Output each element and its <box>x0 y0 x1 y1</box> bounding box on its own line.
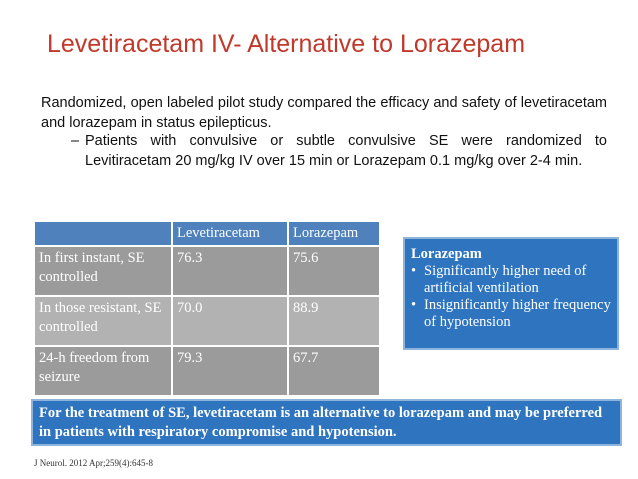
callout-item-text: Insignificantly higher frequency of hypotension <box>424 297 611 330</box>
lorazepam-callout <box>403 237 619 350</box>
list-item <box>411 297 611 331</box>
callout-heading: Lorazepam <box>411 246 482 262</box>
intro-paragraph: Randomized, open labeled pilot study compared the efficacy and safety of levetiracetam and lorazepam in status epilepticus. <box>41 95 607 131</box>
table-row <box>34 296 380 346</box>
sub-point <box>71 131 607 171</box>
table-cell: 76.3 <box>172 246 288 296</box>
table-header-cell: Lorazepam <box>288 221 380 246</box>
table-cell: 79.3 <box>172 346 288 396</box>
table-cell: 70.0 <box>172 296 288 346</box>
table-cell: 88.9 <box>288 296 380 346</box>
dash-bullet: – <box>71 133 80 149</box>
slide-title: Levetiracetam IV- Alternative to Lorazepam <box>47 30 526 58</box>
callout-item-text: Significantly higher need of artificial ventilation <box>424 263 587 296</box>
bullet-glyph: • <box>411 263 417 279</box>
table-header-row <box>34 221 380 246</box>
results-table <box>33 220 381 397</box>
sub-point-text: Patients with convulsive or subtle convulsive SE were randomized to Levitiracetam 20 mg/kg IV over 15 min or Lorazepam 0.1 mg/kg over 2-4 min. <box>85 133 607 169</box>
table-row <box>34 246 380 296</box>
conclusion-box: For the treatment of SE, levetiracetam is an alternative to lorazepam and may be preferred in patients with respiratory compromise and hypotension. <box>31 399 622 446</box>
table-cell: In those resistant, SE controlled <box>34 296 172 346</box>
callout-list <box>411 263 611 331</box>
table-row <box>34 346 380 396</box>
table-header-cell <box>34 221 172 246</box>
table-cell: 67.7 <box>288 346 380 396</box>
table-cell: In first instant, SE controlled <box>34 246 172 296</box>
bullet-glyph: • <box>411 297 417 313</box>
table-cell: 75.6 <box>288 246 380 296</box>
intro-block <box>41 93 607 169</box>
table-cell: 24-h freedom from seizure <box>34 346 172 396</box>
reference-citation: J Neurol. 2012 Apr;259(4):645-8 <box>34 458 153 468</box>
list-item <box>411 263 611 297</box>
table-header-cell: Levetiracetam <box>172 221 288 246</box>
